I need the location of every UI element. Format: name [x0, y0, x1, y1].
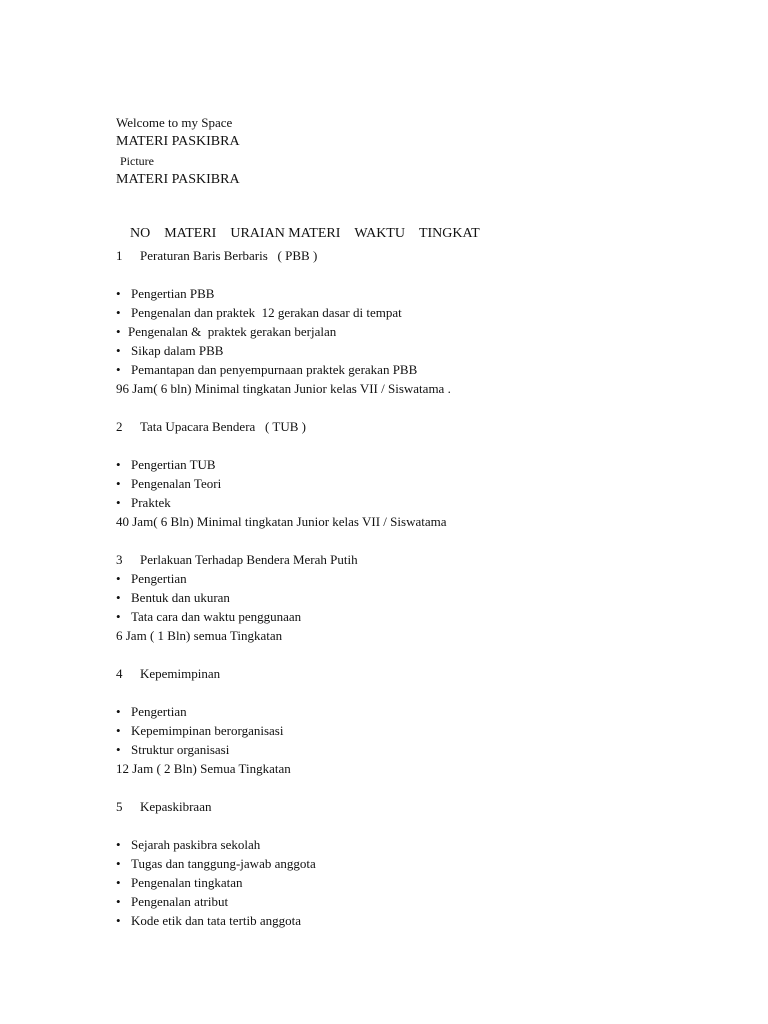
- section-name: Peraturan Baris Berbaris ( PBB ): [140, 248, 318, 263]
- list-item: • Pengenalan atribut: [116, 894, 229, 909]
- bullet-icon: •: [116, 609, 121, 624]
- bullet-icon: •: [116, 305, 121, 320]
- list-item: • Pemantapan dan penyempurnaan praktek gerakan PBB: [116, 362, 418, 377]
- list-item: • Pengertian TUB: [116, 457, 216, 472]
- section-name: Perlakuan Terhadap Bendera Merah Putih: [140, 552, 358, 567]
- section-time: 12 Jam ( 2 Bln) Semua Tingkatan: [116, 761, 291, 776]
- bullet-icon: •: [116, 343, 121, 358]
- section-name: Kepaskibraan: [140, 799, 212, 814]
- bullet-icon: •: [116, 362, 121, 377]
- bullet-icon: •: [116, 590, 121, 605]
- bullet-icon: •: [116, 286, 121, 301]
- header-no: NO: [130, 226, 151, 241]
- section-number: 3: [116, 552, 123, 567]
- section-number: 2: [116, 419, 123, 434]
- bullet-icon: •: [116, 913, 121, 928]
- bullet-icon: •: [116, 894, 121, 909]
- list-item: • Tata cara dan waktu penggunaan: [116, 609, 302, 624]
- list-item: • Bentuk dan ukuran: [116, 590, 230, 605]
- header-uraian: URAIAN MATERI: [230, 226, 341, 241]
- list-item: • Pengenalan tingkatan: [116, 875, 243, 890]
- section-number: 4: [116, 666, 123, 681]
- section-heading: [116, 799, 211, 815]
- header-tingkat: TINGKAT: [418, 226, 480, 241]
- picture-label: Picture: [120, 154, 154, 168]
- bullet-icon: •: [116, 571, 121, 586]
- section-name: Kepemimpinan: [140, 666, 221, 681]
- bullet-icon: •: [116, 742, 121, 757]
- bullet-icon: •: [116, 704, 121, 719]
- section-heading: [116, 248, 317, 264]
- list-item: • Struktur organisasi: [116, 742, 230, 757]
- list-item: • Sikap dalam PBB: [116, 343, 224, 358]
- section-number: 5: [116, 799, 123, 814]
- bullet-icon: •: [116, 476, 121, 491]
- welcome-text: Welcome to my Space: [116, 115, 233, 130]
- header-waktu: WAKTU: [354, 226, 405, 241]
- list-item: • Praktek: [116, 495, 171, 510]
- header-materi: MATERI: [164, 226, 217, 241]
- list-item: • Tugas dan tanggung-jawab anggota: [116, 856, 316, 871]
- section-heading: [116, 552, 358, 568]
- section-time: 96 Jam( 6 bln) Minimal tingkatan Junior kelas VII / Siswatama .: [116, 381, 451, 396]
- bullet-icon: •: [116, 457, 121, 472]
- page-title: MATERI PASKIBRA: [116, 134, 240, 149]
- section-time: 40 Jam( 6 Bln) Minimal tingkatan Junior kelas VII / Siswatama: [116, 514, 447, 529]
- page-title-repeat: MATERI PASKIBRA: [116, 172, 240, 187]
- list-item: • Pengenalan & praktek gerakan berjalan: [116, 324, 337, 339]
- section-number: 1: [116, 248, 123, 263]
- section-heading: [116, 666, 220, 682]
- list-item: • Pengertian: [116, 704, 187, 719]
- bullet-icon: •: [116, 495, 121, 510]
- bullet-icon: •: [116, 856, 121, 871]
- bullet-icon: •: [116, 837, 121, 852]
- list-item: • Pengertian: [116, 571, 187, 586]
- list-item: • Pengenalan Teori: [116, 476, 222, 491]
- bullet-icon: •: [116, 723, 121, 738]
- section-heading: [116, 419, 306, 435]
- list-item: • Pengertian PBB: [116, 286, 215, 301]
- bullet-icon: •: [116, 875, 121, 890]
- list-item: • Pengenalan dan praktek 12 gerakan dasar di tempat: [116, 305, 402, 320]
- list-item: • Kode etik dan tata tertib anggota: [116, 913, 302, 928]
- list-item: • Kepemimpinan berorganisasi: [116, 723, 284, 738]
- section-time: 6 Jam ( 1 Bln) semua Tingkatan: [116, 628, 283, 643]
- list-item: • Sejarah paskibra sekolah: [116, 837, 261, 852]
- section-name: Tata Upacara Bendera ( TUB ): [140, 419, 306, 434]
- bullet-icon: •: [116, 324, 121, 339]
